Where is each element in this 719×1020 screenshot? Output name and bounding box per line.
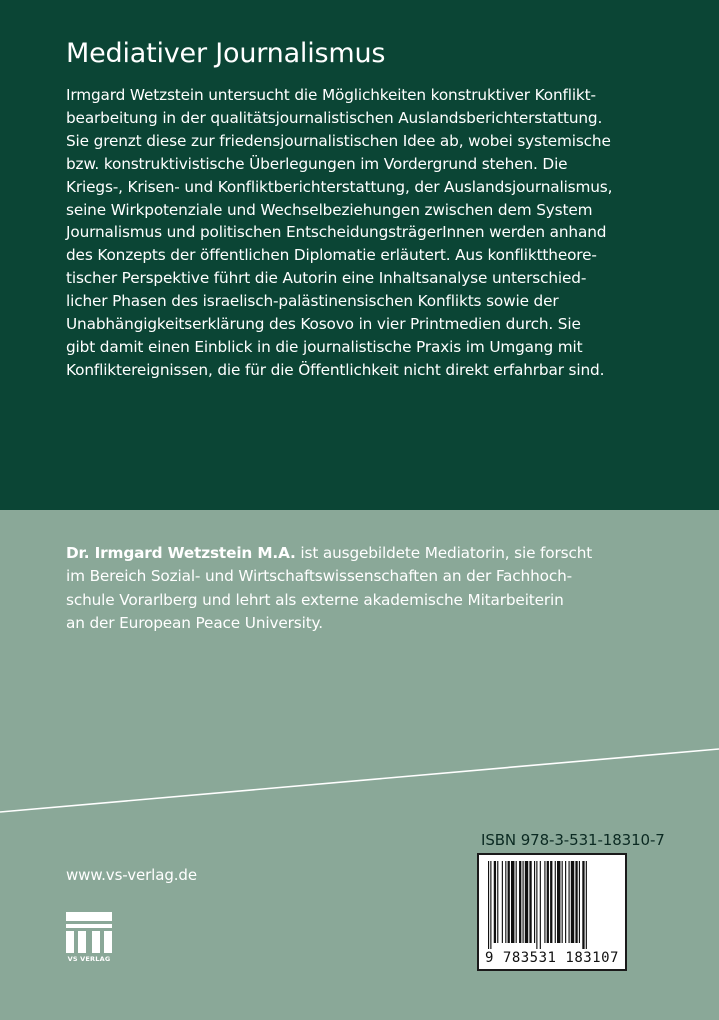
barcode-bar [508,861,510,943]
blurb-line: bearbeitung in der qualitätsjournalistischen Auslandsberichterstattung. [66,108,603,127]
blurb-text [66,84,666,382]
blurb-line: seine Wirkpotenziale und Wechselbeziehungen zwischen dem System [66,200,593,219]
isbn-label: ISBN 978-3-531-18310-7 [481,831,665,849]
barcode-bar [557,861,560,943]
publisher-url: www.vs-verlag.de [66,866,197,884]
barcode-bar [565,861,566,943]
author-bio-line [66,542,666,565]
author-name: Dr. Irmgard Wetzstein M.A. [66,544,296,562]
blurb-line: Sie grenzt diese zur friedensjournalistischen Idee ab, wobei systemische [66,131,611,150]
barcode-bar [516,861,517,943]
barcode-bar [534,861,535,943]
author-bio [66,542,666,635]
barcode-bar [497,861,498,943]
blurb-line: des Konzepts der öffentlichen Diplomatie erläutert. Aus konflikttheore- [66,246,597,265]
barcode-digits: 9 783531 183107 [485,950,619,966]
barcode-bar [490,861,491,949]
barcode-bar [569,861,570,943]
barcode-bar [494,861,496,943]
book-title: Mediativer Journalismus [66,38,386,69]
barcode [477,853,627,971]
author-bio-line: schule Vorarlberg und lehrt als externe akademische Mitarbeiterin [66,590,564,609]
blurb-line: tischer Perspektive führt die Autorin eine Inhaltsanalyse unterschied- [66,269,587,288]
barcode-bar [555,861,556,943]
barcode-bar [488,861,489,949]
author-bio-line: im Bereich Sozial- und Wirtschaftswissenschaften an der Fachhoch- [66,567,573,586]
barcode-bar [519,861,521,943]
barcode-bar [582,861,584,949]
author-bio-line: an der European Peace University. [66,613,323,632]
barcode-bar [571,861,574,943]
barcode-bar [586,861,587,949]
blurb-line: bzw. konstruktivistische Überlegungen im Vordergrund stehen. Die [66,154,568,173]
barcode-bar [536,861,537,949]
barcode-bar [550,861,552,943]
barcode-bar [502,861,503,943]
blurb-line: Journalismus und politischen EntscheidungsträgerInnen werden anhand [66,223,607,242]
barcode-bar [505,861,506,943]
barcode-bar [562,861,563,943]
blurb-line: Kriegs-, Krisen- und Konfliktberichterstattung, der Auslandsjournalismus, [66,177,613,196]
barcode-bar [525,861,528,943]
barcode-bar [579,861,580,943]
blurb-line: Irmgard Wetzstein untersucht die Möglichkeiten konstruktiver Konflikt- [66,86,596,104]
author-bio-line-text: ist ausgebildete Mediatorin, sie forscht [295,544,593,562]
barcode-bar [511,861,514,943]
blurb-line: gibt damit einen Einblick in die journalistische Praxis im Umgang mit [66,337,583,356]
barcode-bar [540,861,541,949]
barcode-bar [529,861,531,943]
barcode-bar [575,861,577,943]
publisher-logo-label: VS VERLAG [67,955,111,963]
blurb-line: licher Phasen des israelisch-palästinensischen Konflikts sowie der [66,292,559,311]
blurb-line: Konfliktereignissen, die für die Öffentlichkeit nicht direkt erfahrbar sind. [66,360,605,379]
barcode-bar [523,861,524,943]
blurb-line: Unabhängigkeitserklärung des Kosovo in vier Printmedien durch. Sie [66,315,581,334]
barcode-bar [544,861,545,943]
barcode-bar [547,861,549,943]
